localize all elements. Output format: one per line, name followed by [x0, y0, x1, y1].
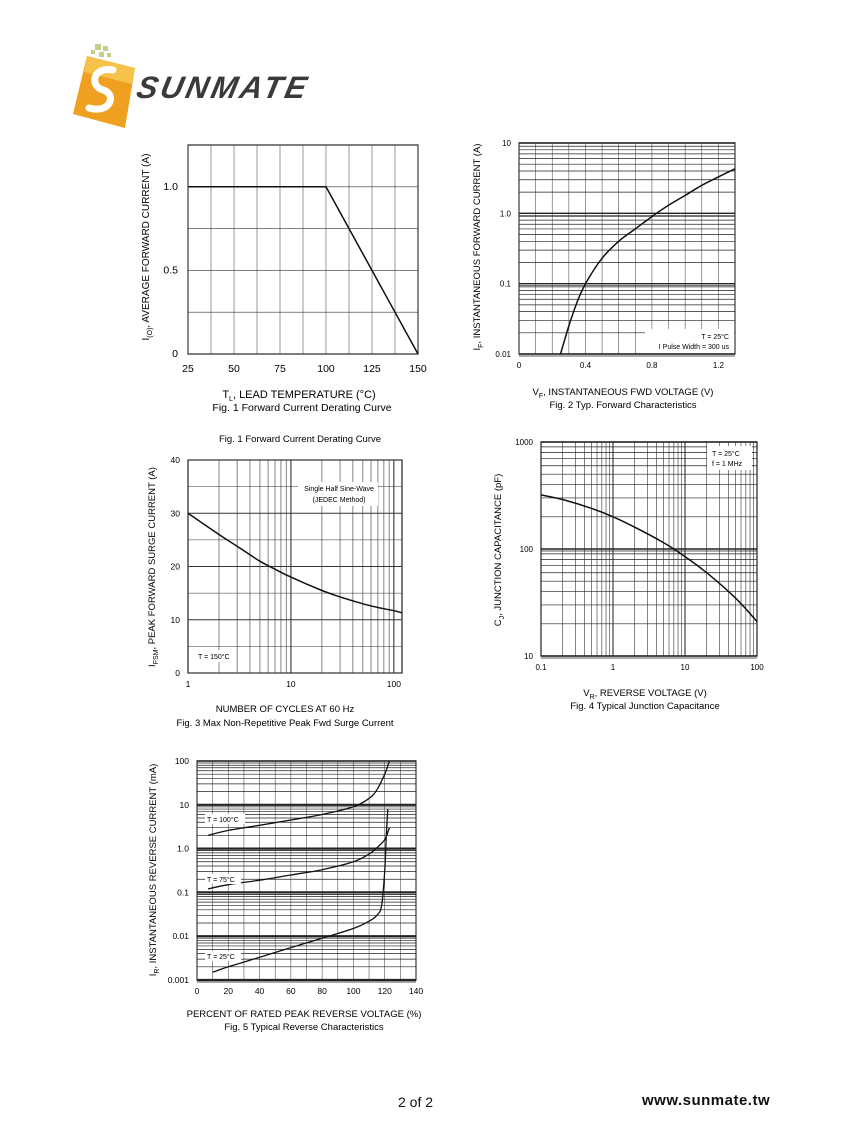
fig5-series-line-tj25 [213, 809, 388, 972]
fig3-ylabel: $I_{FSM}$, PEAK FORWARD SURGE CURRENT (A) [147, 467, 160, 667]
fig2-annotation-pulse: I Pulse Width = 300 us [658, 344, 729, 351]
fig3-ytick-label: 20 [170, 561, 180, 572]
fig4-xtick-label: 10 [680, 663, 690, 672]
fig5-xlabel: PERCENT OF RATED PEAK REVERSE VOLTAGE (%) [186, 1009, 422, 1020]
fig3-ytick-label: 0 [175, 668, 180, 678]
fig1-grid [188, 145, 418, 354]
fig3-xtick-label: 10 [286, 679, 296, 689]
fig5-annotation-tj100: T = 100°C [207, 817, 239, 824]
fig5-ytick-label: 0.01 [172, 931, 189, 942]
chart-fig1 [130, 135, 430, 445]
fig4-annotation-freq: f = 1 MHz [712, 461, 743, 468]
fig1-xtick-label: 75 [274, 363, 286, 375]
fig1-title: Fig. 1 Forward Current Derating Curve [212, 402, 392, 414]
fig3-xtick-label: 100 [386, 679, 401, 689]
fig5-xtick-label: 20 [223, 986, 234, 996]
fig2-xtick-label: 0.8 [646, 361, 658, 370]
fig4-series-line [541, 495, 757, 622]
fig5-title: Fig. 5 Typical Reverse Characteristics [224, 1022, 384, 1033]
fig2-ytick-label: 0.01 [495, 350, 511, 359]
fig2-xtick-label: 1.2 [712, 361, 724, 370]
fig3-xtick-label: 1 [185, 679, 191, 689]
fig3-annotation-wave: Single Half Sine-Wave [304, 486, 374, 493]
fig3-ytick-label: 30 [170, 508, 180, 519]
fig1-ytick-label: 1.0 [163, 180, 178, 193]
fig2-xlabel: $V_F$, INSTANTANEOUS FWD VOLTAGE (V) [532, 387, 714, 400]
fig5-xtick-label: 40 [254, 986, 265, 996]
fig2-title: Fig. 2 Typ. Forward Characteristics [549, 400, 697, 411]
page-number: 2 of 2 [398, 1094, 434, 1110]
fig1-xtick-label: 100 [317, 363, 335, 375]
fig5-ytick-label: 100 [174, 756, 189, 766]
fig3-title: Fig. 3 Max Non-Repetitive Peak Fwd Surge Current [176, 718, 394, 729]
fig5-ytick-label: 1.0 [177, 843, 189, 854]
chart-fig4 [480, 430, 780, 715]
fig1-xtick-label: 150 [409, 363, 427, 375]
fig1-xtick-label: 125 [363, 363, 381, 375]
fig3-annotation-method: (JEDEC Method) [312, 497, 366, 504]
fig4-ytick-label: 1000 [515, 438, 533, 447]
fig4-ylabel: $C_J$, JUNCTION CAPACITANCE (pF) [493, 473, 506, 627]
fig3-annotation-tj: T = 150°C [198, 654, 230, 661]
fig3-ytick-label: 10 [170, 614, 180, 625]
brand-logo [55, 42, 325, 132]
fig5-series-line-tj100 [208, 761, 389, 835]
fig1-ylabel: $I_{(O)}$, AVERAGE FORWARD CURRENT (A) [141, 153, 154, 341]
fig5-xtick-label: 140 [408, 986, 424, 996]
fig5-xtick-label: 100 [346, 986, 361, 996]
fig1-caption-repeat: Fig. 1 Forward Current Derating Curve [218, 434, 382, 445]
fig2-series-line [561, 169, 736, 354]
fig5-ytick-label: 0.001 [167, 975, 189, 985]
fig2-xtick-label: 0.4 [579, 361, 592, 370]
fig5-annotation-tj75: T = 75°C [207, 877, 235, 884]
fig4-grid [541, 442, 757, 658]
fig1-xtick-label: 50 [228, 363, 240, 375]
fig2-frame [519, 143, 735, 354]
fig4-ytick-label: 10 [524, 652, 533, 661]
fig4-xtick-label: 1 [610, 663, 616, 672]
fig1-xtick-label: 25 [182, 363, 194, 375]
fig4-xlabel: $V_R$, REVERSE VOLTAGE (V) [583, 688, 707, 701]
fig3-xlabel: NUMBER OF CYCLES AT 60 Hz [215, 704, 355, 715]
chart-fig3 [140, 450, 430, 735]
fig2-annotation-tj: T = 25°C [701, 334, 729, 341]
fig2-ytick-label: 0.1 [499, 279, 511, 289]
fig4-annotation-tj: T = 25°C [712, 451, 740, 458]
fig5-xtick-label: 0 [194, 986, 200, 996]
fig1-ytick-label: 0.5 [163, 264, 178, 277]
fig5-annotation-tj25: T = 25°C [207, 954, 235, 961]
fig1-ytick-label: 0 [172, 348, 178, 360]
fig5-ytick-label: 0.1 [177, 887, 189, 898]
fig2-ylabel: $I_F$, INSTANTANEOUS FORWARD CURRENT (A) [472, 143, 485, 351]
chart-fig5 [140, 748, 440, 1038]
fig2-grid [519, 143, 735, 356]
website-link[interactable]: www.sunmate.tw [642, 1092, 771, 1109]
fig3-ytick-label: 40 [170, 455, 180, 465]
fig4-xtick-label: 100 [750, 663, 764, 672]
brand-wordmark: SUNMATE [133, 70, 313, 105]
fig4-ytick-label: 100 [519, 545, 533, 554]
chart-fig2 [465, 135, 755, 415]
fig2-xtick-label: 0 [516, 361, 522, 370]
fig2-ytick-label: 1.0 [499, 209, 511, 219]
fig4-title: Fig. 4 Typical Junction Capacitance [570, 701, 720, 712]
fig2-ytick-label: 10 [502, 139, 511, 148]
fig5-ytick-label: 10 [179, 799, 189, 810]
fig3-series-line [188, 513, 402, 613]
logo-mark-icon [73, 44, 135, 128]
fig1-xlabel: $T_L$, LEAD TEMPERATURE (°C) [222, 389, 376, 403]
fig5-xtick-label: 60 [286, 986, 296, 996]
fig5-xtick-label: 120 [377, 986, 392, 996]
fig4-xtick-label: 0.1 [535, 663, 547, 672]
fig5-xtick-label: 80 [317, 986, 327, 996]
fig5-ylabel: $I_R$, INSTANTANEOUS REVERSE CURRENT (mA) [148, 763, 161, 977]
fig5-grid [197, 761, 416, 982]
